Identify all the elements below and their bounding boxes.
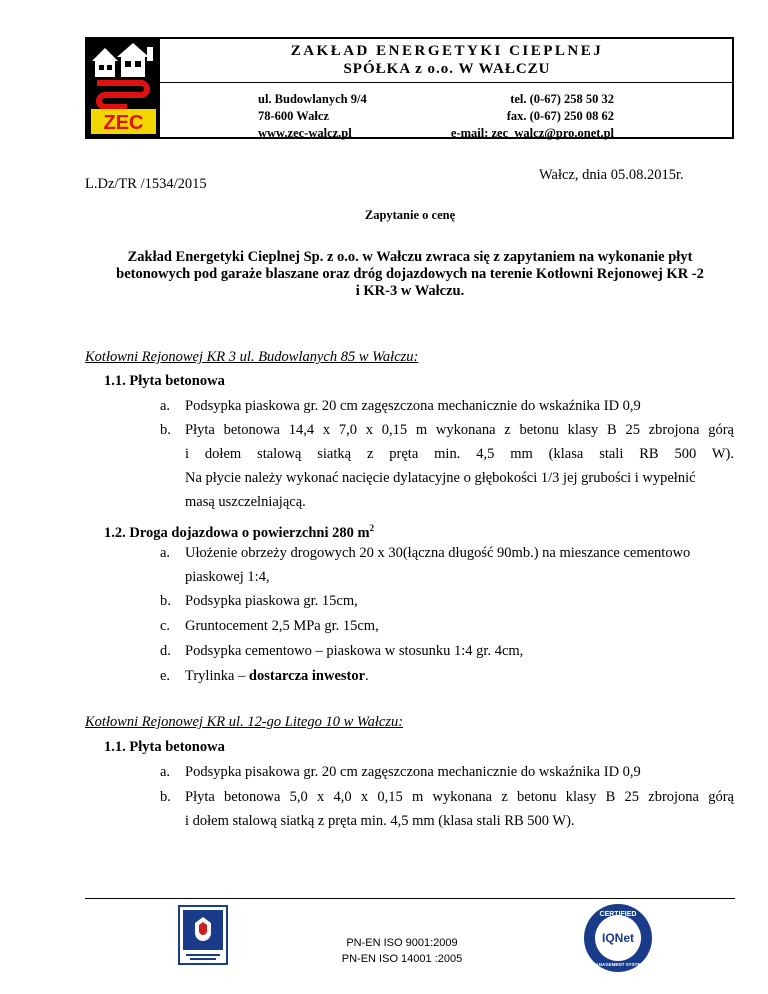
section-1-sub-2-label: 1.2. Droga dojazdowa o powierzchni 280 $m^2$	[104, 523, 375, 541]
company-address	[258, 91, 367, 142]
iqnet-badge	[582, 902, 654, 974]
footer-divider	[85, 898, 735, 899]
list-marker: a.	[160, 545, 171, 561]
iso-certificates	[330, 935, 474, 967]
intro-line-3: i KR-3 w Wałczu.	[355, 283, 465, 299]
list-marker: a.	[160, 398, 171, 414]
company-contact	[430, 91, 614, 142]
list-item-text: piaskowej 1:4,	[185, 569, 270, 585]
section-1-heading: Kotłowni Rejonowej KR 3 ul. Budowlanych 85 w Wałczu:	[85, 349, 419, 365]
intro-line-2: betonowych pod garaże blaszane oraz dróg dojazdowych na terenie Kotłowni Rejonowej KR -2	[116, 266, 704, 282]
list-marker: a.	[160, 764, 171, 780]
contact-phone: tel. (0-67) 258 50 32	[510, 92, 614, 106]
reference-number: L.Dz/TR /1534/2015	[85, 176, 207, 192]
header-divider	[160, 82, 734, 83]
company-subtitle: SPÓŁKA z o.o. W WAŁCZU	[343, 61, 551, 77]
section-2-heading: Kotłowni Rejonowej KR ul. 12-go Litego 10 w Wałczu:	[85, 714, 404, 730]
list-item-text: Płyta betonowa 5,0 x 4,0 x 0,15 m wykonana z betonu klasy B 25 zbrojona górą	[185, 789, 734, 805]
contact-fax: fax. (0-67) 250 08 62	[506, 109, 614, 123]
list-item-text: i dołem stalową siatką z pręta min. 4,5 mm (klasa stali RB 500 W).	[185, 446, 734, 462]
list-marker: b.	[160, 593, 171, 609]
list-item-text: Gruntocement 2,5 MPa gr. 15cm,	[185, 618, 379, 634]
document-title: Zapytanie o cenę	[364, 208, 456, 222]
list-item-text: Podsypka piaskowa gr. 15cm,	[185, 593, 358, 609]
list-item-text: masą uszczelniającą.	[185, 494, 306, 510]
list-marker: b.	[160, 422, 171, 438]
address-street: ul. Budowlanych 9/4	[258, 92, 367, 106]
address-city: 78-600 Wałcz	[258, 109, 329, 123]
iso-9001: PN-EN ISO 9001:2009	[346, 937, 458, 949]
iqnet-top-text: CERTIFIED	[599, 911, 637, 918]
date-line: Wałcz, dnia 05.08.2015r.	[539, 167, 684, 183]
company-logo	[87, 39, 160, 137]
list-item-text: Podsypka cementowo – piaskowa w stosunku 1:4 gr. 4cm,	[185, 643, 524, 659]
list-item-text: Trylinka – dostarcza inwestor.	[185, 668, 369, 684]
list-marker: e.	[160, 668, 171, 684]
list-item-text: Ułożenie obrzeży drogowych 20 x 30(łączna długość 90mb.) na mieszance cementowo	[185, 545, 691, 561]
company-name: ZAKŁAD ENERGETYKI CIEPLNEJ	[290, 43, 604, 59]
section-1-sub-1-label: 1.1. Płyta betonowa	[104, 373, 225, 389]
iqnet-name: IQNet	[601, 931, 635, 945]
list-item-text: i dołem stalową siatką z pręta min. 4,5 mm (klasa stali RB 500 W).	[185, 813, 575, 829]
logo-text: ZEC	[103, 112, 144, 134]
contact-email: e-mail: zec_walcz@pro.onet.pl	[450, 126, 614, 140]
list-item-text: Płyta betonowa 14,4 x 7,0 x 0,15 m wykonana z betonu klasy B 25 zbrojona górą	[185, 422, 734, 438]
iqnet-bottom-text: MANAGEMENT SYSTEM	[591, 962, 645, 967]
list-marker: b.	[160, 789, 171, 805]
list-item-text: Na płycie należy wykonać nacięcie dylatacyjne o głębokości 1/3 jej grubości i wypełnić	[185, 470, 696, 486]
list-item-text: Podsypka piaskowa gr. 20 cm zagęszczona mechanicznie do wskaźnika ID 0,9	[185, 398, 641, 414]
list-item-text: Podsypka pisakowa gr. 20 cm zagęszczona mechanicznie do wskaźnika ID 0,9	[185, 764, 641, 780]
iso-14001: PN-EN ISO 14001 :2005	[341, 953, 463, 965]
list-marker: c.	[160, 618, 171, 634]
intro-line-1: Zakład Energetyki Cieplnej Sp. z o.o. w Wałczu zwraca się z zapytaniem na wykonanie płyt	[127, 249, 693, 265]
address-website: www.zec-walcz.pl	[258, 126, 352, 140]
certification-emblem	[178, 905, 228, 965]
list-marker: d.	[160, 643, 171, 659]
section-2-sub-1-label: 1.1. Płyta betonowa	[104, 739, 225, 755]
